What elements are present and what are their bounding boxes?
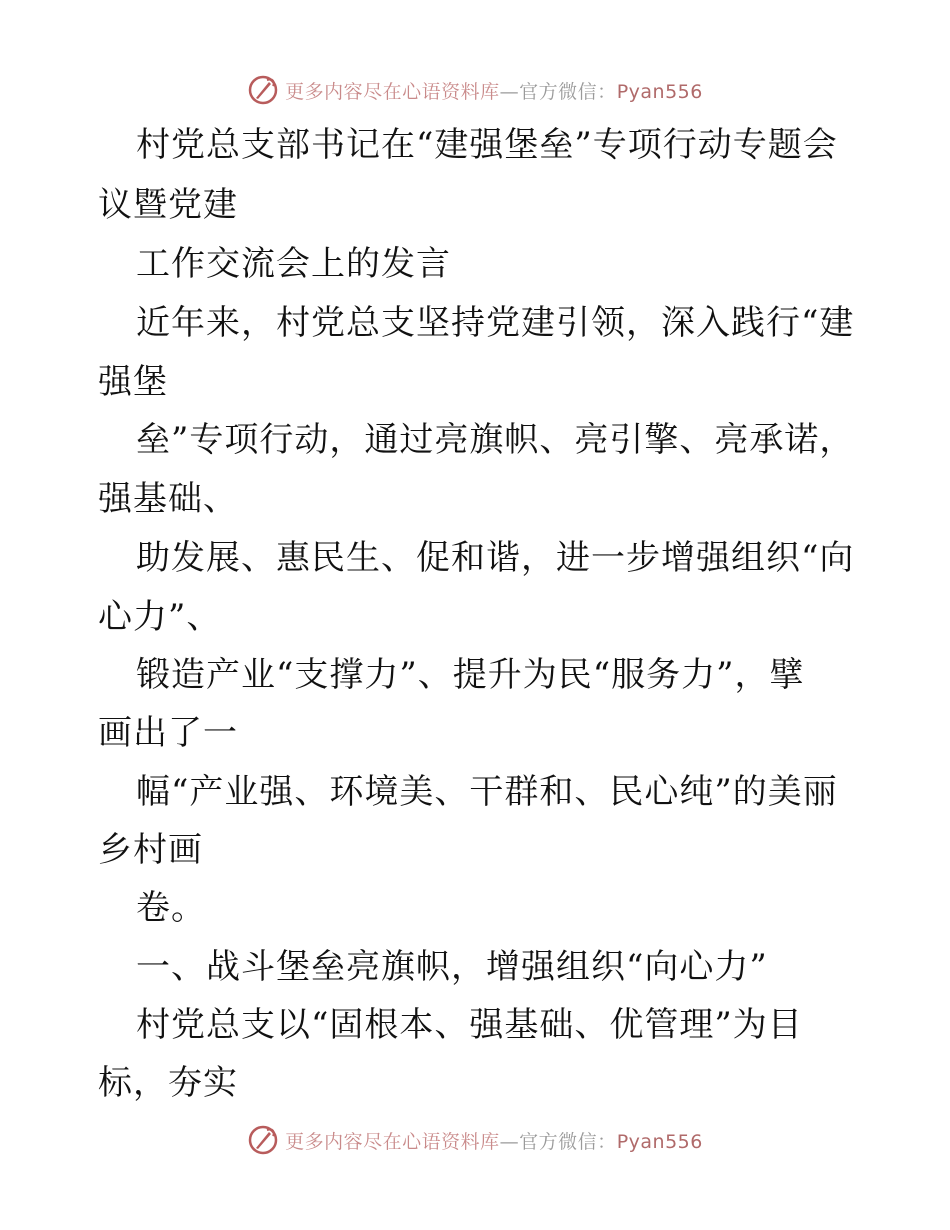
watermark-header — [0, 70, 950, 110]
watermark-dash: — — [499, 80, 520, 103]
doc-line-7: 强基础、 — [98, 479, 238, 519]
watermark-handle: Pyan556 — [616, 80, 703, 103]
doc-line-2: 议暨党建 — [98, 185, 238, 225]
watermark-text — [285, 77, 703, 104]
doc-line-5: 强堡 — [98, 362, 168, 402]
watermark-text — [285, 1127, 703, 1154]
watermark-handle: Pyan556 — [616, 1130, 703, 1153]
quill-logo-icon — [247, 74, 279, 106]
watermark-footer — [0, 1120, 950, 1160]
doc-line-8: 助发展、惠民生、促和谐，进一步增强组织“向 — [136, 538, 855, 578]
doc-line-14: 卷。 — [136, 888, 206, 928]
watermark-label: 官方微信： — [519, 80, 617, 103]
doc-line-6: 垒”专项行动，通过亮旗帜、亮引擎、亮承诺， — [136, 420, 855, 460]
doc-line-12: 幅“产业强、环境美、干群和、民心纯”的美丽 — [136, 772, 838, 812]
doc-line-16: 村党总支以“固根本、强基础、优管理”为目 — [136, 1005, 803, 1045]
watermark-dash: — — [499, 1130, 520, 1153]
doc-line-4: 近年来，村党总支坚持党建引领，深入践行“建 — [136, 303, 855, 343]
watermark-site: 更多内容尽在心语资料库 — [285, 80, 500, 103]
doc-line-9: 心力”、 — [98, 597, 222, 637]
doc-line-3: 工作交流会上的发言 — [136, 244, 451, 284]
watermark-label: 官方微信： — [519, 1130, 617, 1153]
doc-line-1: 村党总支部书记在“建强堡垒”专项行动专题会 — [136, 125, 838, 165]
doc-line-11: 画出了一 — [98, 713, 238, 753]
watermark-site: 更多内容尽在心语资料库 — [285, 1130, 500, 1153]
doc-line-13: 乡村画 — [98, 830, 203, 870]
doc-line-17: 标，夯实 — [98, 1063, 238, 1103]
section-heading-1: 一、战斗堡垒亮旗帜，增强组织“向心力” — [136, 947, 768, 987]
quill-logo-icon — [247, 1124, 279, 1156]
doc-line-10: 锻造产业“支撑力”、提升为民“服务力”，擘 — [136, 655, 805, 695]
